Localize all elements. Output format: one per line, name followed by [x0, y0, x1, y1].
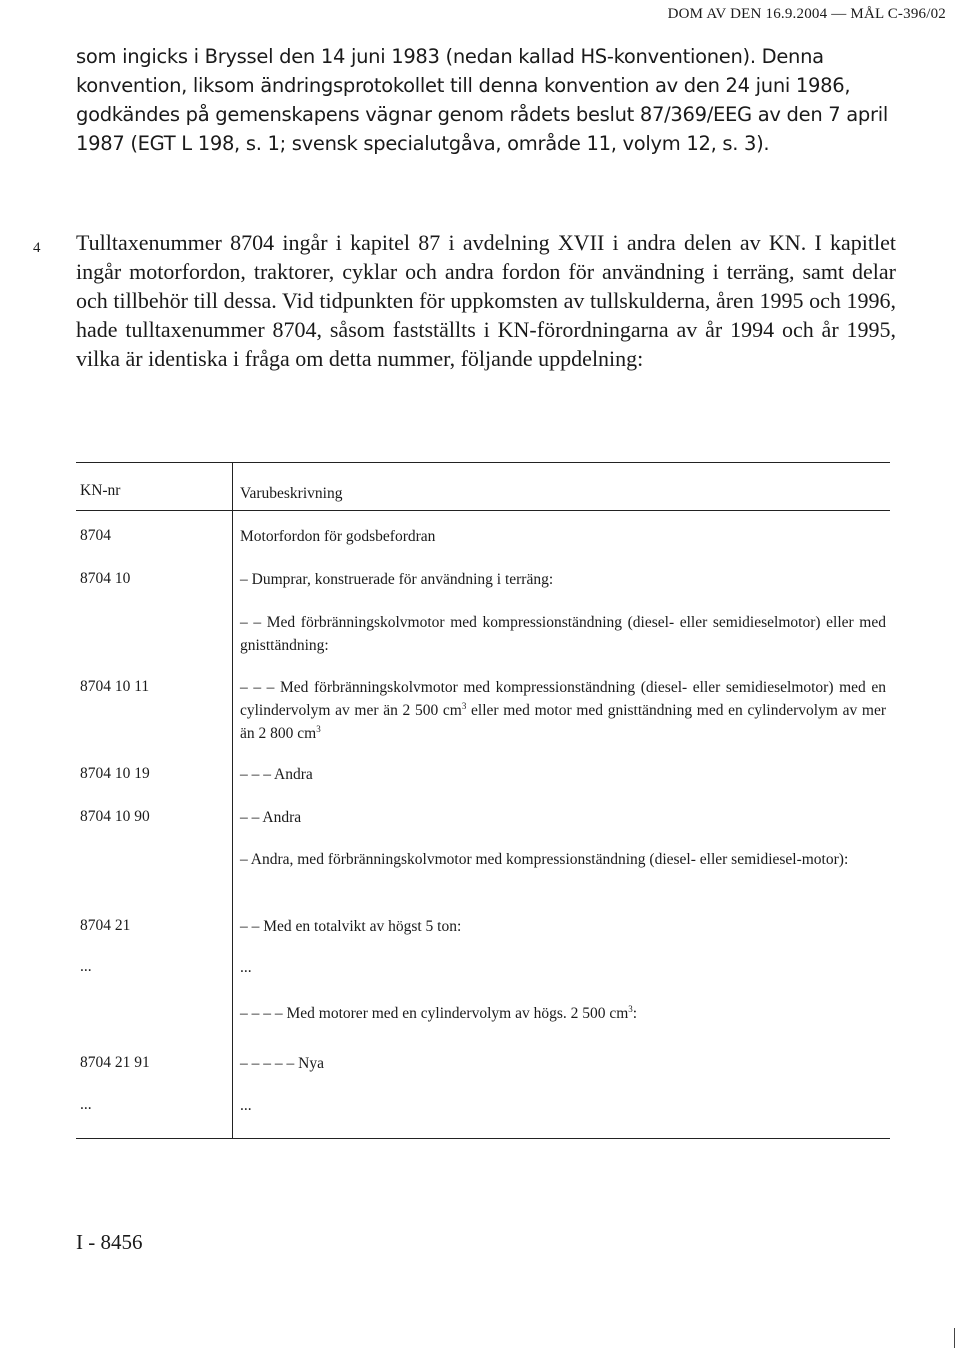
- row-code: 8704 10: [80, 570, 131, 587]
- row-description-part-2: :: [632, 1005, 638, 1022]
- row-description: ...: [240, 1097, 252, 1114]
- row-code: 8704: [80, 527, 111, 544]
- row-code: ...: [80, 958, 92, 975]
- row-code: 8704 10 90: [80, 808, 150, 825]
- edge-mark: [954, 1328, 955, 1348]
- running-head: DOM AV DEN 16.9.2004 — MÅL C-396/02: [667, 6, 946, 22]
- row-code: 8704 21 91: [80, 1054, 150, 1071]
- row-description: – Andra, med förbränningskolvmotor med kompressionständning (diesel- eller semidiesel-motor):: [240, 851, 849, 868]
- paragraph-number: 4: [33, 240, 41, 256]
- header-varubeskrivning: Varubeskrivning: [240, 485, 343, 502]
- row-code: ...: [80, 1096, 92, 1113]
- row-description: Motorfordon för godsbefordran: [240, 528, 436, 545]
- table-top-rule: [76, 462, 890, 463]
- header-kn-nr: KN-nr: [80, 482, 121, 499]
- row-description: – – Med en totalvikt av högst 5 ton:: [240, 918, 462, 935]
- paragraph-2: Tulltaxenummer 8704 ingår i kapitel 87 i avdelning XVII i andra delen av KN. I kapitlet ingår motorfordon, traktorer, cyklar och andra fordon för användning i terräng, samt delar och tillbehör till dessa. Vid tidpunkten för uppkomsten av tullskulderna, åren 1995 och 1996, hade tulltaxenummer 8704, såsom fastställts i KN-förordningarna av år 1994 och år 1995, vilka är identiska i fråga om detta nummer, följande uppdelning:: [76, 230, 896, 371]
- superscript: 3: [316, 724, 321, 734]
- row-description: – – – – – Nya: [240, 1055, 324, 1072]
- superscript: 3: [628, 1004, 633, 1014]
- paragraph-1: som ingicks i Bryssel den 14 juni 1983 (nedan kallad HS-konventionen). Denna konvention, liksom ändringsprotokollet till denna konvention av den 24 juni 1986, godkändes på gemenskapens vägnar genom rådets beslut 87/369/EEG av den 7 april 1987 (EGT L 198, s. 1; svensk specialutgåva, område 11, volym 12, s. 3).: [76, 45, 888, 155]
- row-description: – – – Andra: [240, 766, 313, 783]
- row-description-part-2: eller med motor med gnisttändning med en cylindervolym av mer än 2 800 cm: [240, 702, 886, 742]
- row-description: – Dumprar, konstruerade för användning i terräng:: [240, 571, 554, 588]
- superscript: 3: [461, 701, 467, 711]
- row-code: 8704 10 11: [80, 678, 150, 695]
- row-description-part-1: – – – – Med motorer med en cylindervolym av högs. 2 500 cm: [240, 1005, 629, 1022]
- row-description: [240, 1002, 886, 1025]
- table-column-divider: [232, 462, 233, 1138]
- row-description: [240, 676, 886, 745]
- table-bottom-rule: [76, 1138, 890, 1139]
- table-header-rule: [76, 510, 890, 511]
- row-description-part-1: – – – Med förbränningskolvmotor med kompressionständning (diesel- eller semidieselmotor) med en cylindervolym av mer än 2 500 cm: [240, 679, 886, 719]
- row-code: 8704 10 19: [80, 765, 150, 782]
- row-description: – – Med förbränningskolvmotor med kompressionständning (diesel- eller semidieselmotor) eller med gnisttändning:: [240, 614, 886, 654]
- row-description: ...: [240, 959, 252, 976]
- page-number: I - 8456: [76, 1230, 143, 1254]
- row-description: – – Andra: [240, 809, 302, 826]
- row-code: 8704 21: [80, 917, 131, 934]
